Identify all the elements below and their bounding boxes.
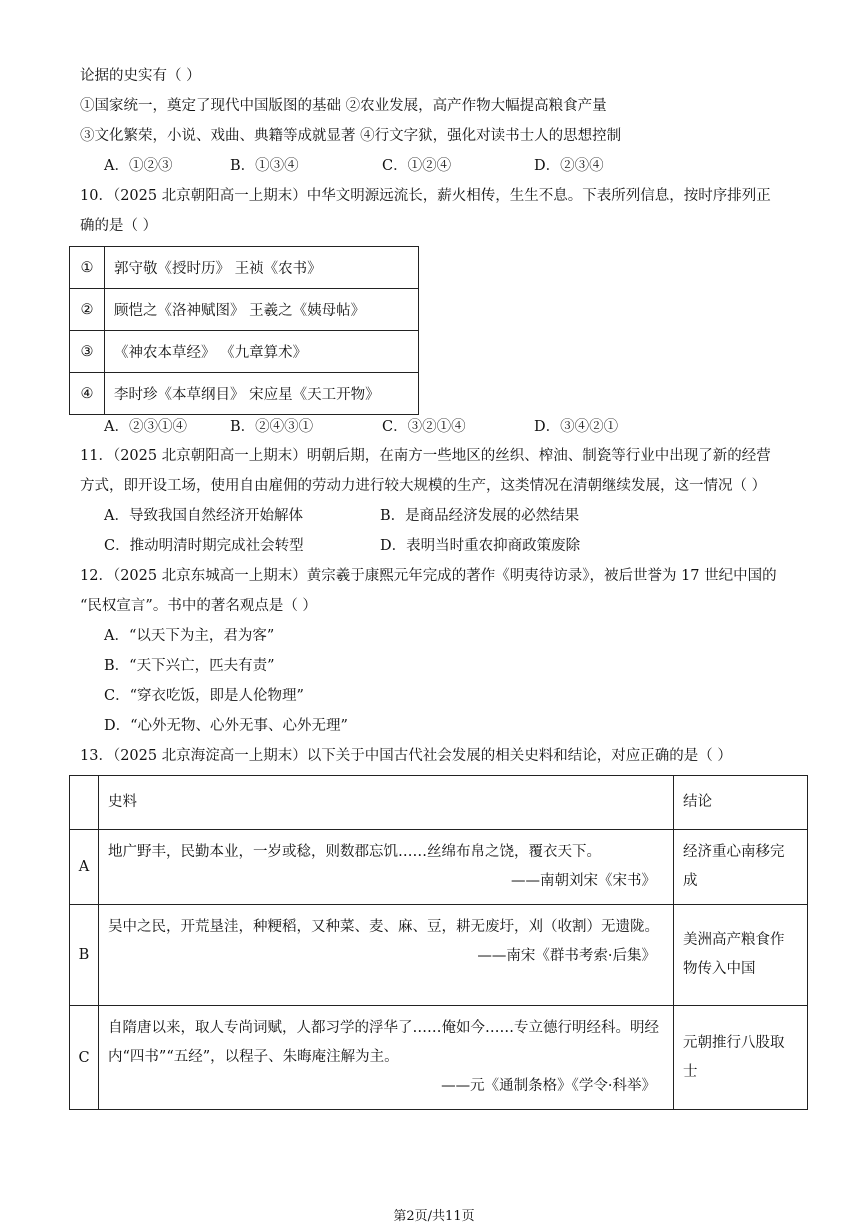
row-label: B: [70, 905, 99, 1006]
page-number-footer: 第2页/共11页: [393, 1209, 475, 1224]
table-row: [70, 905, 808, 1006]
table-row: [70, 830, 808, 905]
table-row: [70, 1006, 808, 1110]
q10-option-b: B．②④③①: [230, 419, 314, 435]
source-text: 自隋唐以来，取人专尚词赋，人都习学的浮华了……俺如今……专立德行明经科。明经内“四书”“五经”，以程子、朱晦庵注解为主。: [108, 1020, 659, 1065]
row-number: ④: [70, 373, 105, 415]
q9-items-line2: ③文化繁荣，小说、戏曲、典籍等成就显著 ④行文字狱，强化对读书士人的思想控制: [80, 128, 622, 144]
header-label-cell: [70, 776, 99, 830]
row-number: ②: [70, 289, 105, 331]
q10-stem-line1: 10．（2025 北京朝阳高一上期末）中华文明源远流长，薪火相传，生生不息。下表所列信息，按时序排列正: [80, 188, 771, 204]
table-row: [70, 373, 419, 415]
q11-option-a: A．导致我国自然经济开始解体: [104, 508, 303, 524]
q9-option-a: A．①②③: [104, 158, 173, 174]
q9-option-b: B．①③④: [230, 158, 299, 174]
q9-stem-tail: 论据的史实有（ ）: [80, 68, 201, 84]
row-source: [99, 1006, 674, 1110]
q12-option-b: B．“天下兴亡，匹夫有责”: [104, 658, 275, 674]
q11-option-d: D．表明当时重农抑商政策废除: [380, 538, 581, 554]
q11-option-b: B．是商品经济发展的必然结果: [380, 508, 580, 524]
q12-option-c: C．“穿衣吃饭，即是人伦物理”: [104, 688, 304, 704]
row-text: 李时珍《本草纲目》 宋应星《天工开物》: [105, 373, 419, 415]
table-header-row: [70, 776, 808, 830]
q13-stem: 13．（2025 北京海淀高一上期末）以下关于中国古代社会发展的相关史料和结论，对应正确的是（ ）: [80, 748, 732, 764]
q10-options: [104, 417, 618, 437]
source-citation: ——南宋《群书考索·后集》: [477, 948, 656, 964]
q10-option-a: A．②③①④: [104, 419, 187, 435]
q12-stem-line1: 12．（2025 北京东城高一上期末）黄宗羲于康熙元年完成的著作《明夷待访录》，被后世誉为 17 世纪中国的: [80, 568, 777, 584]
source-text: 吴中之民，开荒垦洼，种粳稻，又种菜、麦、麻、豆，耕无废圩，刈（收割）无遗陇。: [108, 919, 659, 935]
table-row: [70, 247, 419, 289]
table-row: [70, 289, 419, 331]
q12-option-d: D．“心外无物、心外无事、心外无理”: [104, 718, 348, 734]
row-number: ③: [70, 331, 105, 373]
row-source: [99, 905, 674, 1006]
row-number: ①: [70, 247, 105, 289]
row-text: 《神农本草经》 《九章算术》: [105, 331, 419, 373]
q12-stem-line2: “民权宣言”。书中的著名观点是（ ）: [80, 598, 317, 614]
row-conclusion: 经济重心南移完成: [674, 830, 808, 905]
header-source: 史料: [99, 776, 674, 830]
q11-option-c: C．推动明清时期完成社会转型: [104, 538, 304, 554]
q12-option-a: A．“以天下为主，君为客”: [104, 628, 275, 644]
table-row: [70, 331, 419, 373]
q11-stem-line1: 11．（2025 北京朝阳高一上期末）明朝后期，在南方一些地区的丝织、榨油、制瓷等行业中出现了新的经营: [80, 448, 771, 464]
q13-table: [69, 775, 808, 1110]
source-citation: ——元《通制条格》《学令·科举》: [441, 1078, 656, 1094]
q10-option-c: C．③②①④: [382, 419, 466, 435]
row-label: A: [70, 830, 99, 905]
q9-options: [104, 156, 604, 176]
header-conclusion: 结论: [674, 776, 808, 830]
row-text: 郭守敬《授时历》 王祯《农书》: [105, 247, 419, 289]
q10-table: [69, 246, 419, 415]
q10-stem-line2: 确的是（ ）: [80, 218, 158, 234]
row-conclusion: 元朝推行八股取士: [674, 1006, 808, 1110]
q10-option-d: D．③④②①: [534, 419, 619, 435]
q9-items-line1: ①国家统一，奠定了现代中国版图的基础 ②农业发展，高产作物大幅提高粮食产量: [80, 98, 607, 114]
q11-stem-line2: 方式，即开设工场，使用自由雇佣的劳动力进行较大规模的生产，这类情况在清朝继续发展，这一情况（ ）: [80, 478, 767, 494]
q9-option-c: C．①②④: [382, 158, 452, 174]
source-citation: ——南朝刘宋《宋书》: [511, 873, 656, 889]
q9-option-d: D．②③④: [534, 158, 604, 174]
row-text: 顾恺之《洛神赋图》 王羲之《姨母帖》: [105, 289, 419, 331]
row-conclusion: 美洲高产粮食作物传入中国: [674, 905, 808, 1006]
row-label: C: [70, 1006, 99, 1110]
row-source: [99, 830, 674, 905]
source-text: 地广野丰，民勤本业，一岁或稔，则数郡忘饥……丝绵布帛之饶，覆衣天下。: [108, 844, 601, 860]
